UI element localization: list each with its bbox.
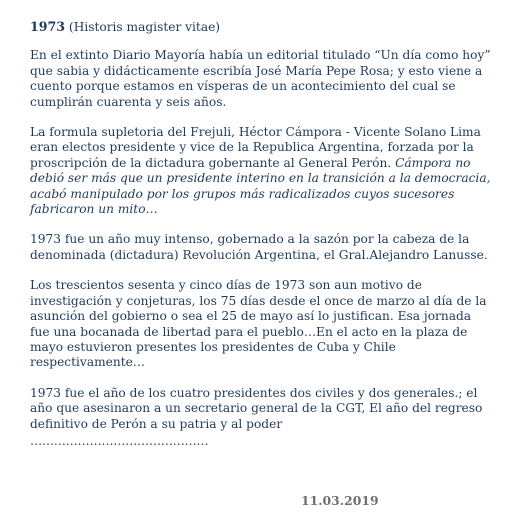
document-body <box>30 19 492 449</box>
paragraph-intro: En el extinto Diario Mayoría había un editorial titulado “Un día como hoy” que sabia y didácticamente escribía José María Pepe Rosa; y esto viene a cuento porque estamos en vísperas de un acontecimiento del cual se cumplirán cuarenta y seis años. <box>30 48 491 109</box>
paragraph-75-days: Los trescientos sesenta y cinco días de 1973 son aun motivo de investigación y conjeturas, los 75 días desde el once de marzo al día de la asunción del gobierno o sea el 25 de mayo así lo justifican. Esa jornada fue una bocanada de libertad para el pueblo…En el acto en la plaza de mayo estuvieron presentes los presidentes de Cuba y Chile respectivamente… <box>30 278 487 370</box>
paragraph-frejuli-italic: Cámpora no debió ser más que un presidente interino en la transición a la democracia, acabó manipulado por los grupos más radicalizados cuyos sucesores fabricaron un mito… <box>30 155 491 217</box>
paragraph-frejuli-text: La formula supletoria del Frejuli, Héctor Cámpora - Vicente Solano Lima eran electos presidente y vice de la Republica Argentina, forzada por la proscripción de la dictadura gobernante al General Perón. <box>30 125 481 170</box>
dotted-separator: ……………………………………… <box>30 433 209 448</box>
paragraph-lanusse: 1973 fue un año muy intenso, gobernado a la sazón por la cabeza de la denominada (dictadura) Revolución Argentina, el Gral.Alejandro Lanusse. <box>30 232 488 262</box>
document-title <box>30 19 492 35</box>
title-subtitle: (Historis magister vitae) <box>65 20 221 34</box>
paragraph-frejuli <box>30 125 492 217</box>
paragraph-four-presidents: 1973 fue el año de los cuatro presidentes dos civiles y dos generales.; el año que asesinaron a un secretario general de la CGT, El año del regreso definitivo de Perón a su patria y al poder <box>30 385 483 431</box>
title-year: 1973 <box>30 19 66 34</box>
document-date: 11.03.2019 <box>301 493 379 508</box>
